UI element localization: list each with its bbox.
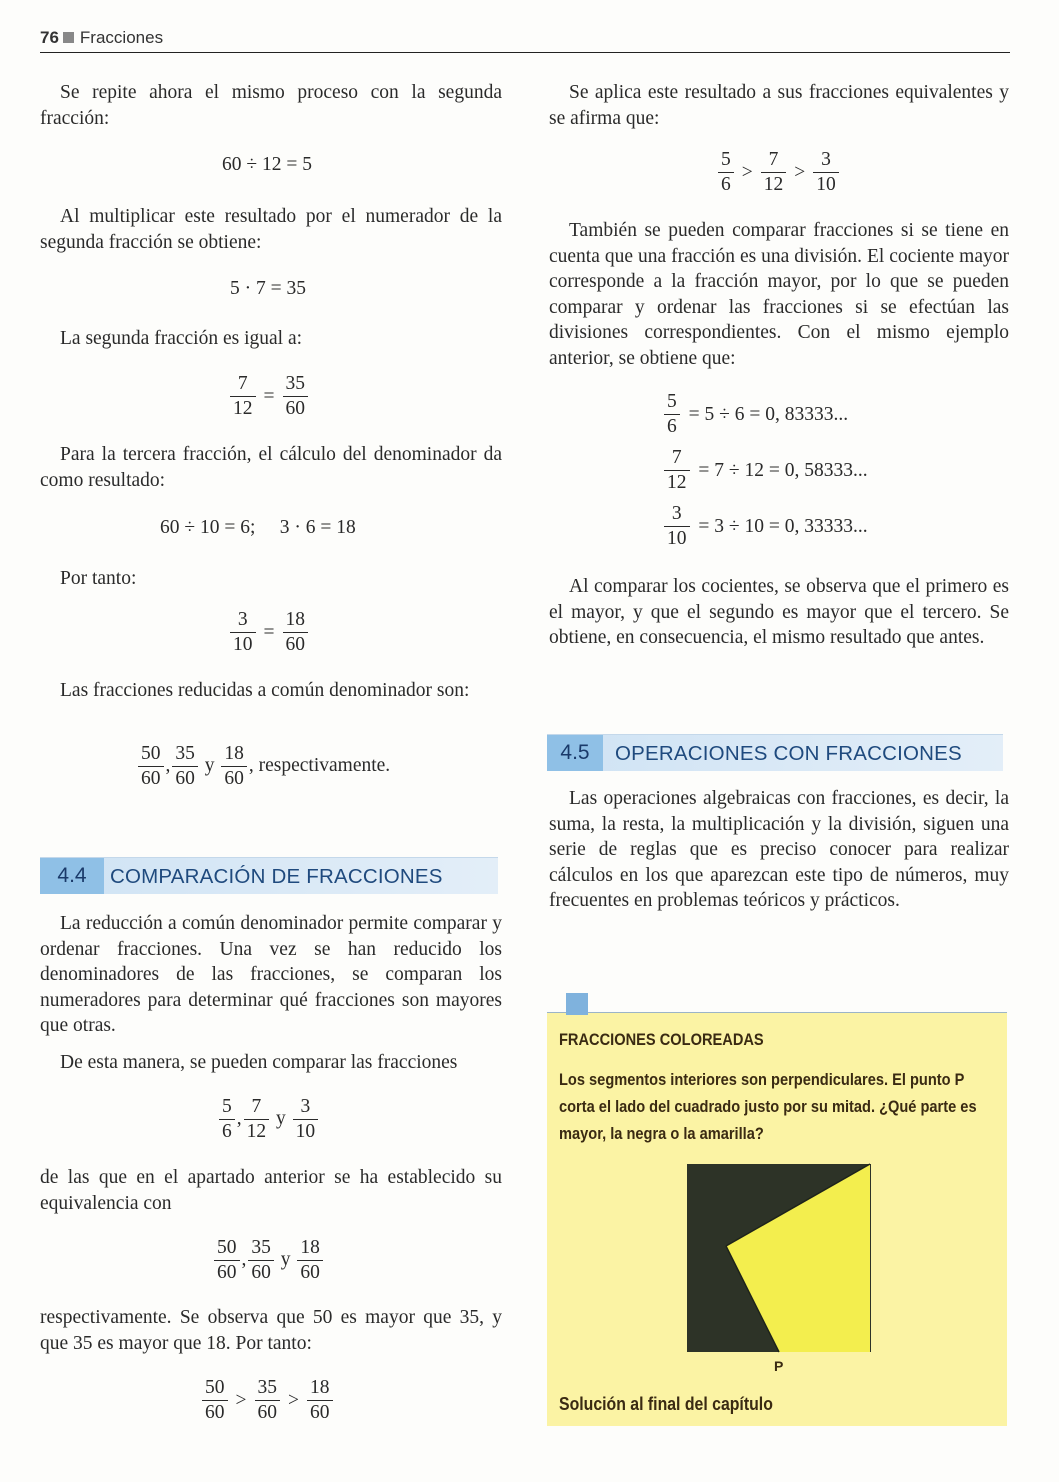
- section-title: COMPARACIÓN DE FRACCIONES: [110, 865, 443, 888]
- left-paragraph-8: De esta manera, se pueden comparar las fracciones: [60, 1052, 458, 1073]
- equation-60-div-10: 60 ÷ 10 = 6; 3 · 6 = 18: [160, 517, 356, 538]
- left-paragraph-9: de las que en el apartado anterior se ha establecido su equivalencia con: [40, 1167, 502, 1214]
- right-paragraph-3: Al comparar los cocientes, se observa que el primero es el mayor, y que el segundo es mayor que el tercero. Se obtiene, en consecuencia, el mismo resultado que antes.: [549, 576, 1009, 648]
- left-paragraph-5: Por tanto:: [60, 568, 137, 589]
- division-5-6: $\frac{5}{6}$ = 5 ÷ 6 = 0, 83333...: [662, 390, 850, 439]
- division-7-12: $\frac{7}{12}$ = 7 ÷ 12 = 0, 58333...: [662, 446, 870, 495]
- fraction-equation-7-12: $\frac{7}{12}$ = $\frac{35}{60}$: [228, 372, 310, 421]
- equation-5-times-7: 5 · 7 = 35: [230, 278, 306, 299]
- section-header-4-5: [547, 734, 1003, 771]
- ordered-fractions-60: $\frac{50}{60}$ > $\frac{35}{60}$ > $\frac{18}{60}$: [200, 1376, 335, 1425]
- puzzle-text: Los segmentos interiores son perpendiculares. El punto P corta el lado del cuadrado justo por su mitad. ¿Qué parte es mayor, la negra o la amarilla?: [559, 1070, 977, 1143]
- equivalent-fractions: $\frac{50}{60}$ , $\frac{35}{60}$ y $\frac{18}{60}$: [212, 1236, 325, 1285]
- left-paragraph-10: respectivamente. Se observa que 50 es mayor que 35, y que 35 es mayor que 18. Por tanto:: [40, 1307, 502, 1354]
- left-paragraph-2: Al multiplicar este resultado por el numerador de la segunda fracción se obtiene:: [40, 206, 502, 253]
- left-paragraph-6: Las fracciones reducidas a común denominador son:: [60, 680, 470, 701]
- section-title: OPERACIONES CON FRACCIONES: [615, 742, 962, 765]
- puzzle-box-top-rule: [547, 1012, 1007, 1013]
- left-paragraph-1: Se repite ahora el mismo proceso con la segunda fracción:: [40, 82, 502, 129]
- puzzle-solution: Solución al final del capítulo: [559, 1394, 773, 1414]
- puzzle-figure: [686, 1163, 872, 1353]
- section-header-4-4: [40, 857, 498, 894]
- puzzle-title: FRACCIONES COLOREADAS: [559, 1030, 764, 1049]
- section-number: 4.5: [547, 735, 603, 771]
- page-header: [40, 28, 163, 48]
- left-paragraph-7: La reducción a común denominador permite comparar y ordenar fracciones. Una vez se han reducido los denominadores de las fracciones, se comparan los numeradores para determinar qué fracciones son mayores que otras.: [40, 913, 502, 1036]
- division-3-10: $\frac{3}{10}$ = 3 ÷ 10 = 0, 33333...: [662, 502, 870, 551]
- puzzle-tab-icon: [566, 993, 588, 1015]
- right-paragraph-2: También se pueden comparar fracciones si se tiene en cuenta que una fracción es una división. El cociente mayor corresponde a la fracción mayor, por lo que se pueden comparar y ordenar las fracciones si se efectúan las divisiones correspondientes. Con el mismo ejemplo anterior, se obtiene que:: [549, 220, 1009, 369]
- point-p-label: P: [774, 1358, 784, 1374]
- section-number: 4.4: [40, 858, 104, 894]
- right-paragraph-4: Las operaciones algebraicas con fracciones, es decir, la suma, la resta, la multiplicación y la división, siguen una serie de reglas que es preciso conocer para realizar cálculos en los que aparezcan este tipo de números, muy frecuentes en problemas teóricos y prácticos.: [549, 788, 1009, 911]
- header-square-icon: [63, 32, 74, 43]
- fractions-to-compare: $\frac{5}{6}$ , $\frac{7}{12}$ y $\frac{3}{10}$: [217, 1095, 320, 1144]
- left-paragraph-3: La segunda fracción es igual a:: [60, 328, 303, 349]
- left-paragraph-4: Para la tercera fracción, el cálculo del denominador da como resultado:: [40, 444, 502, 491]
- header-rule: [40, 52, 1010, 53]
- page-number: 76: [40, 28, 59, 47]
- right-paragraph-1: Se aplica este resultado a sus fracciones equivalentes y se afirma que:: [549, 82, 1009, 129]
- ordered-fractions: $\frac{5}{6}$ > $\frac{7}{12}$ > $\frac{3}{10}$: [716, 148, 841, 197]
- equation-60-div-12: 60 ÷ 12 = 5: [222, 154, 312, 175]
- fraction-equation-3-10: $\frac{3}{10}$ = $\frac{18}{60}$: [228, 608, 310, 657]
- chapter-title: Fracciones: [79, 28, 164, 47]
- reduced-fractions-list: $\frac{50}{60}$ , $\frac{35}{60}$ y $\frac{18}{60}$ , respectivamente.: [136, 742, 390, 791]
